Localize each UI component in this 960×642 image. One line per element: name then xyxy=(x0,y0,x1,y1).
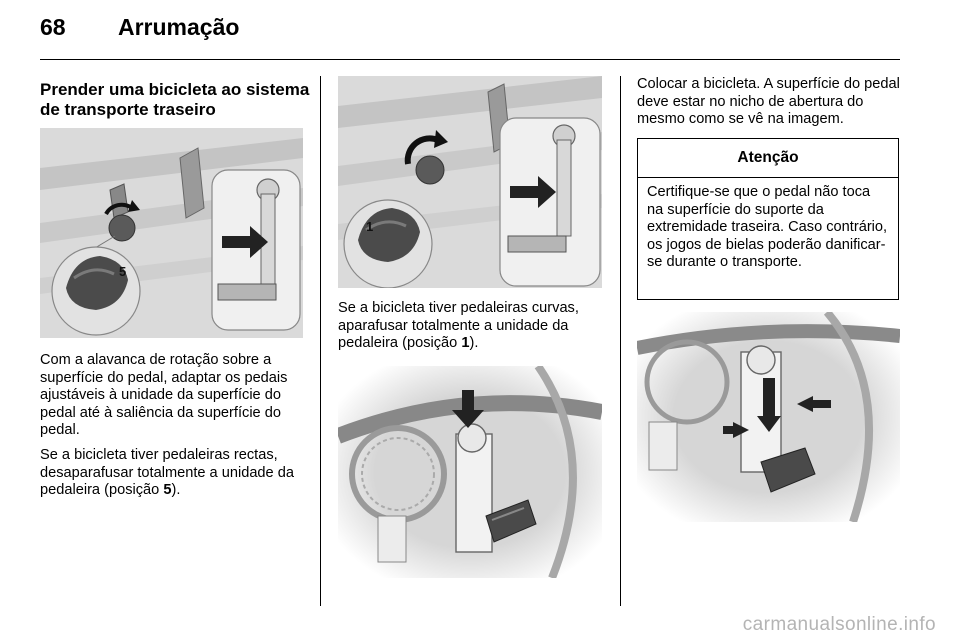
warning-callout xyxy=(637,138,899,300)
figure-pedal-screw-position xyxy=(338,76,602,288)
figure1-position-label: 5 xyxy=(119,264,127,279)
col2-paragraph-1-end: ). xyxy=(469,335,479,352)
figure-pedal-rotation-lever xyxy=(40,128,303,338)
warning-callout-title: Atenção xyxy=(638,139,898,178)
col2-paragraph-1-text: Se a bicicleta tiver pedaleiras curvas, aparafusar totalmente a unidade da pedaleira (posição xyxy=(338,300,579,352)
column-divider-2 xyxy=(620,76,621,606)
figure-bicycle-pedal-holder xyxy=(338,366,602,578)
col1-paragraph-2-end: ). xyxy=(171,482,181,499)
section-heading: Prender uma bicicleta ao sistema de transporte traseiro xyxy=(40,80,310,119)
col2-paragraph-1 xyxy=(338,300,610,353)
col2-position-number: 1 xyxy=(461,335,470,352)
col3-paragraph-1: Colocar a bicicleta. A superfície do pedal deve estar no nicho de abertura do mesmo como se vê na imagem. xyxy=(637,76,900,128)
page-title: Arrumação xyxy=(118,14,240,40)
watermark: carmanualsonline.info xyxy=(742,614,936,635)
page-number: 68 xyxy=(40,14,66,40)
warning-callout-body: Certifique-se que o pedal não toca na superfície do suporte da extremidade traseira. Caso contrário, os jogos de bielas poderão danificar-se durante o transporte. xyxy=(647,184,888,271)
header-divider xyxy=(40,59,900,60)
col1-paragraph-2-text: Se a bicicleta tiver pedaleiras rectas, desaparafusar totalmente a unidade da pedaleira (posição xyxy=(40,447,294,499)
figure-pedal-in-holder xyxy=(637,312,900,522)
col1-paragraph-1: Com a alavanca de rotação sobre a superfície do pedal, adaptar os pedais ajustáveis à unidade da superfície do pedal até à saliência da superfície do pedal. xyxy=(40,352,288,439)
figure2-position-label: 1 xyxy=(366,219,374,234)
col1-position-number: 5 xyxy=(163,482,172,499)
col1-paragraph-2 xyxy=(40,447,308,500)
column-divider-1 xyxy=(320,76,321,606)
